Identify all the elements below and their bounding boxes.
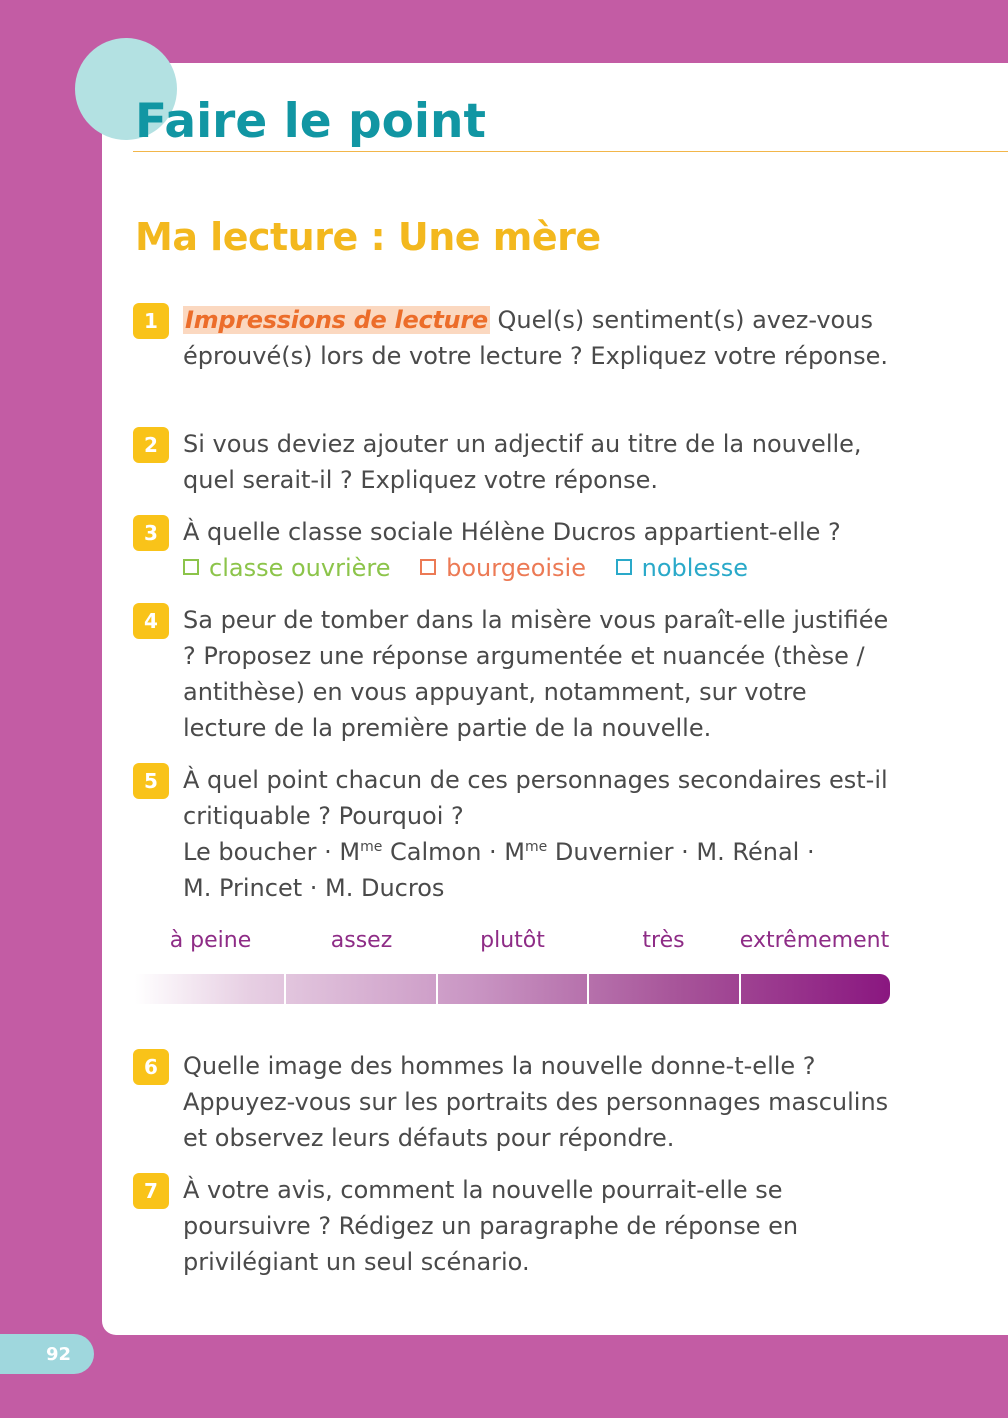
question-text: Sa peur de tomber dans la misère vous paraît-elle justifiée ? Proposez une réponse argumentée et nuancée (thèse / antithèse) en vous appuyant, notamment, sur votre lecture de la première partie de la nouvelle. — [183, 606, 889, 742]
scale-label-assez: assez — [330, 928, 393, 953]
question-5 — [133, 762, 893, 906]
question-text — [183, 302, 893, 374]
question-number: 2 — [133, 427, 169, 463]
superscript: me — [360, 839, 383, 855]
scale-label-extremement: extrêmement — [739, 928, 890, 953]
scale-label-plutot: plutôt — [480, 928, 545, 953]
question-body: À quelle classe sociale Hélène Ducros appartient-elle ? — [183, 518, 841, 546]
scale-labels — [135, 928, 890, 958]
question-text: À votre avis, comment la nouvelle pourrait-elle se poursuivre ? Rédigez un paragraphe de réponse en privilégiant un seul scénario. — [183, 1176, 799, 1276]
question-number: 1 — [133, 303, 169, 339]
page-title: Faire le point — [135, 94, 486, 149]
question-body: Quel(s) sentiment(s) avez-vous éprouvé(s) lors de votre lecture ? Expliquez votre réponse. — [183, 306, 888, 370]
character-text: Duvernier · M. Rénal · — [547, 838, 815, 866]
character-text: Calmon · M — [382, 838, 526, 866]
section-title: Ma lecture : Une mère — [135, 215, 601, 259]
option-label: noblesse — [641, 554, 748, 582]
scale-segment[interactable] — [286, 974, 437, 1004]
intensity-scale-bar — [135, 974, 890, 1004]
question-1 — [133, 302, 893, 374]
question-number: 7 — [133, 1173, 169, 1209]
option-label: classe ouvrière — [209, 554, 391, 582]
option-classe-ouvriere[interactable] — [183, 550, 390, 586]
question-6 — [133, 1048, 893, 1156]
title-divider — [133, 151, 1008, 152]
question-text — [183, 762, 893, 906]
option-label: bourgeoisie — [446, 554, 586, 582]
question-3 — [133, 514, 893, 586]
scale-segment[interactable] — [135, 974, 286, 1004]
scale-segment[interactable] — [741, 974, 890, 1004]
question-number: 4 — [133, 603, 169, 639]
question-7 — [133, 1172, 893, 1280]
character-text: Le boucher · M — [183, 838, 361, 866]
character-list — [183, 834, 893, 870]
character-list-continued: M. Princet · M. Ducros — [183, 874, 445, 902]
question-text: Si vous deviez ajouter un adjectif au titre de la nouvelle, quel serait-il ? Expliquez votre réponse. — [183, 430, 862, 494]
superscript: me — [525, 839, 548, 855]
scale-label-tres: très — [642, 928, 685, 953]
scale-label-a-peine: à peine — [169, 928, 252, 953]
option-bourgeoisie[interactable] — [420, 550, 586, 586]
question-text — [183, 514, 893, 586]
page-number: 92 — [0, 1334, 94, 1374]
highlight-label: Impressions de lecture — [185, 306, 488, 334]
scale-segment[interactable] — [438, 974, 589, 1004]
option-noblesse[interactable] — [616, 550, 748, 586]
question-body: À quel point chacun de ces personnages secondaires est-il critiquable ? Pourquoi ? — [183, 766, 888, 830]
checkbox-icon[interactable] — [616, 559, 632, 575]
scale-segment[interactable] — [589, 974, 740, 1004]
question-number: 3 — [133, 515, 169, 551]
question-number: 6 — [133, 1049, 169, 1085]
question-4 — [133, 602, 893, 746]
option-list — [183, 550, 893, 586]
checkbox-icon[interactable] — [420, 559, 436, 575]
question-text: Quelle image des hommes la nouvelle donne-t-elle ? Appuyez-vous sur les portraits des personnages masculins et observez leurs défauts pour répondre. — [183, 1052, 889, 1152]
checkbox-icon[interactable] — [183, 559, 199, 575]
question-number: 5 — [133, 763, 169, 799]
question-2 — [133, 426, 893, 498]
